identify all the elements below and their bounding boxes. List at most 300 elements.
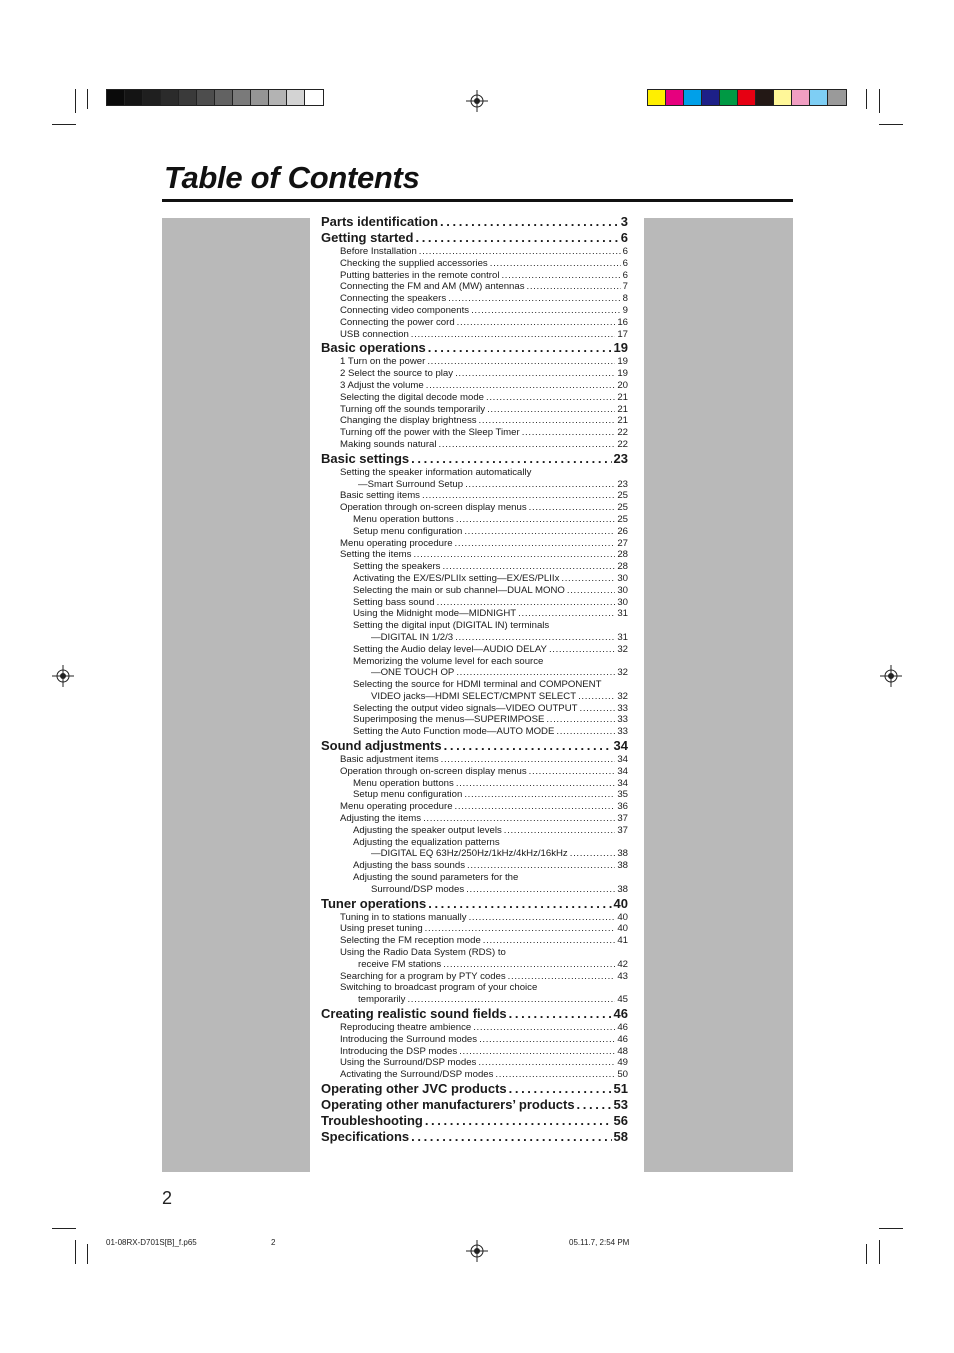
toc-entry-title: Menu operating procedure (340, 537, 453, 549)
dot-leader (411, 1129, 611, 1145)
toc-entry-title: VIDEO jacks—HDMI SELECT/CMPNT SELECT (371, 690, 577, 702)
toc-entry-title: Selecting the source for HDMI terminal and COMPONENT (353, 679, 602, 691)
dot-leader (411, 329, 616, 341)
toc-entry (321, 585, 628, 597)
toc-entry-title: Setting the speaker information automatically (340, 466, 532, 478)
dot-leader (529, 766, 616, 778)
toc-entry-title: Adjusting the equalization patterns (353, 836, 500, 848)
dot-leader (407, 994, 615, 1006)
toc-section-title: Operating other JVC products (321, 1081, 507, 1096)
toc-entry-title: Connecting the power cord (340, 316, 455, 328)
toc-entry (321, 427, 628, 439)
toc-entry-title: —DIGITAL IN 1/2/3 (371, 631, 454, 643)
toc-entry-title: 3 Adjust the volume (340, 379, 424, 391)
toc-entry (321, 608, 628, 620)
dot-leader (440, 214, 619, 230)
crop-mark (52, 1228, 76, 1229)
toc-page-number: 58 (613, 1129, 628, 1144)
toc-entry (321, 884, 628, 896)
toc-page-number: 7 (622, 281, 628, 293)
toc-entry (321, 479, 628, 491)
toc-entry (321, 1069, 628, 1081)
grayscale-color-strip (106, 89, 324, 106)
toc-entry (321, 1022, 628, 1034)
toc-entry-title: Switching to broadcast program of your choice (340, 982, 538, 994)
toc-entry-title: Activating the Surround/DSP modes (340, 1069, 494, 1081)
toc-entry-title: Adjusting the items (340, 813, 422, 825)
toc-page-number: 20 (617, 379, 628, 391)
dot-leader (549, 644, 615, 656)
toc-entry-title: temporarily (358, 994, 406, 1006)
color-swatch (305, 90, 323, 105)
crop-mark (879, 1240, 880, 1264)
color-swatch (810, 90, 828, 105)
toc-entry-title: Basic adjustment items (340, 754, 439, 766)
dot-leader (486, 392, 615, 404)
crop-mark (879, 1228, 903, 1229)
color-swatch (269, 90, 287, 105)
toc-entry-title: Introducing the Surround modes (340, 1033, 478, 1045)
toc-page-number: 41 (617, 935, 628, 947)
toc-entry (321, 912, 628, 924)
toc-page-number: 31 (617, 631, 628, 643)
toc-entry-title: —Smart Surround Setup (358, 478, 464, 490)
toc-page-number: 38 (617, 883, 628, 895)
crop-mark (866, 1244, 867, 1264)
dot-leader (455, 538, 616, 550)
toc-section-title: Tuner operations (321, 895, 427, 911)
footer-page: 2 (271, 1238, 276, 1247)
toc-entry (321, 317, 628, 329)
toc-section-title: Parts identification (321, 214, 439, 229)
toc-page-number: 27 (617, 537, 628, 549)
toc-entry (321, 714, 628, 726)
toc-section-title: Basic operations (321, 340, 426, 356)
footer-filename: 01-08RX-D701S[B]_f.p65 (106, 1238, 197, 1247)
dot-leader (455, 368, 615, 380)
dot-leader (466, 884, 615, 896)
color-swatch (215, 90, 233, 105)
toc-page-number: 33 (617, 726, 628, 738)
toc-entry (321, 813, 628, 825)
toc-entry (321, 415, 628, 427)
crop-mark (87, 89, 88, 109)
dot-leader (428, 340, 612, 356)
process-color-strip (647, 89, 847, 106)
toc-entry (321, 329, 628, 341)
toc-entry-title: USB connection (340, 328, 409, 340)
toc-entry-title: Tuning in to stations manually (340, 911, 467, 923)
dot-leader (465, 479, 615, 491)
toc-entry-title: 1 Turn on the power (340, 356, 426, 368)
dot-leader (439, 439, 616, 451)
toc-page-number: 49 (617, 1057, 628, 1069)
dot-leader (556, 726, 615, 738)
toc-page-number: 34 (617, 765, 628, 777)
dot-leader (425, 923, 616, 935)
dot-leader (464, 789, 615, 801)
dot-leader (504, 825, 616, 837)
left-grey-panel (162, 218, 310, 1172)
dot-leader (567, 585, 615, 597)
toc-entry (321, 994, 628, 1006)
toc-page-number: 26 (617, 525, 628, 537)
toc-entry (321, 1034, 628, 1046)
toc-page-number: 37 (617, 813, 628, 825)
dot-leader (459, 1046, 615, 1058)
toc-page-number: 3 (620, 214, 628, 229)
toc-entry-title: Connecting the speakers (340, 293, 447, 305)
toc-page-number: 34 (617, 777, 628, 789)
crop-mark (879, 89, 880, 113)
registration-mark-icon (52, 665, 74, 687)
toc-section (321, 340, 628, 356)
dot-leader (487, 404, 615, 416)
toc-page-number: 8 (622, 293, 628, 305)
dot-leader (518, 608, 615, 620)
page-number: 2 (162, 1188, 173, 1208)
color-swatch (738, 90, 756, 105)
toc-entry-title: Basic setting items (340, 490, 420, 502)
dot-leader (413, 549, 615, 561)
toc-entry-title: Turning off the sounds temporarily (340, 403, 486, 415)
toc-section (321, 1113, 628, 1129)
toc-section-title: Troubleshooting (321, 1113, 423, 1128)
toc-page-number: 32 (617, 690, 628, 702)
toc-entry-title: Before Installation (340, 246, 417, 257)
toc-page-number: 6 (622, 269, 628, 281)
dot-leader (577, 1097, 612, 1113)
toc-entry-title: Memorizing the volume level for each source (353, 655, 544, 667)
toc-entry-title: Selecting the output video signals—VIDEO OUTPUT (353, 702, 578, 714)
dot-leader (561, 573, 615, 585)
toc-entry-title: —ONE TOUCH OP (371, 667, 455, 679)
toc-entry-title: Menu operating procedure (340, 801, 453, 813)
dot-leader (501, 270, 620, 282)
toc-entry-heading (321, 679, 628, 691)
dot-leader (529, 502, 616, 514)
dot-leader (456, 514, 616, 526)
color-swatch (648, 90, 666, 105)
toc-entry (321, 549, 628, 561)
toc-page-number: 19 (617, 356, 628, 368)
toc-entry (321, 1057, 628, 1069)
toc-entry (321, 392, 628, 404)
dot-leader (415, 230, 618, 246)
dot-leader (478, 1057, 615, 1069)
dot-leader (425, 1113, 612, 1129)
toc-entry-title: Setting the speakers (353, 561, 441, 573)
registration-mark-icon (466, 1240, 488, 1262)
toc-entry-heading (321, 982, 628, 994)
toc-page-number: 46 (617, 1022, 628, 1034)
color-swatch (666, 90, 684, 105)
dot-leader (467, 860, 615, 872)
toc-entry (321, 356, 628, 368)
toc-page-number: 38 (617, 848, 628, 860)
toc-entry-title: Selecting the main or sub channel—DUAL MONO (353, 584, 565, 596)
dot-leader (578, 691, 615, 703)
toc-page-number: 38 (617, 860, 628, 872)
toc-entry-title: Using the Radio Data System (RDS) to (340, 947, 506, 959)
toc-entry-title: Making sounds natural (340, 438, 437, 450)
dot-leader (527, 281, 621, 293)
color-swatch (720, 90, 738, 105)
toc-entry (321, 502, 628, 514)
toc-page-number: 40 (617, 923, 628, 935)
toc-page-number: 25 (617, 513, 628, 525)
toc-entry (321, 778, 628, 790)
toc-page-number: 19 (617, 368, 628, 380)
toc-entry-title: Setting the Audio delay level—AUDIO DELAY (353, 643, 547, 655)
toc-section (321, 738, 628, 754)
toc-entry-title: Setting the Auto Function mode—AUTO MODE (353, 726, 555, 738)
dot-leader (464, 526, 615, 538)
dot-leader (456, 667, 615, 679)
dot-leader (437, 597, 616, 609)
color-swatch (179, 90, 197, 105)
toc-section-title: Creating realistic sound fields (321, 1006, 507, 1022)
toc-page-number: 6 (622, 246, 628, 257)
dot-leader (490, 258, 621, 270)
dot-leader (419, 246, 621, 258)
toc-entry-title: Reproducing theatre ambience (340, 1022, 472, 1034)
dot-leader (546, 714, 615, 726)
title-rule (162, 199, 793, 202)
toc-entry (321, 597, 628, 609)
toc-entry-heading (321, 872, 628, 884)
toc-page-number: 46 (617, 1033, 628, 1045)
toc-entry-title: Changing the display brightness (340, 415, 477, 427)
toc-entry (321, 439, 628, 451)
toc-section (321, 230, 628, 246)
color-swatch (756, 90, 774, 105)
dot-leader (411, 451, 611, 467)
toc-entry-title: Setting the items (340, 549, 412, 561)
toc-page-number: 25 (617, 502, 628, 514)
table-of-contents (321, 214, 628, 1145)
toc-page-number: 51 (613, 1081, 628, 1096)
toc-entry-title: Connecting video components (340, 304, 470, 316)
toc-entry-title: Selecting the FM reception mode (340, 935, 481, 947)
color-swatch (684, 90, 702, 105)
toc-entry-title: Setup menu configuration (353, 525, 463, 537)
toc-page-number: 35 (617, 789, 628, 801)
toc-entry (321, 754, 628, 766)
toc-entry-heading (321, 656, 628, 668)
toc-page-number: 19 (613, 340, 628, 356)
dot-leader (495, 1069, 615, 1081)
toc-entry (321, 368, 628, 380)
toc-entry (321, 561, 628, 573)
toc-entry (321, 971, 628, 983)
toc-page-number: 21 (617, 415, 628, 427)
toc-entry-heading (321, 837, 628, 849)
toc-entry-title: Searching for a program by PTY codes (340, 970, 506, 982)
toc-entry (321, 825, 628, 837)
color-swatch (107, 90, 125, 105)
dot-leader (442, 561, 615, 573)
toc-page-number: 33 (617, 702, 628, 714)
toc-section (321, 451, 628, 467)
toc-page-number: 37 (617, 824, 628, 836)
toc-page-number: 36 (617, 801, 628, 813)
page-title: Table of Contents (164, 160, 420, 195)
toc-entry-title: Adjusting the sound parameters for the (353, 872, 519, 884)
toc-section (321, 214, 628, 230)
toc-entry-title: Surround/DSP modes (371, 883, 465, 895)
toc-page-number: 40 (613, 895, 628, 911)
toc-entry-title: Introducing the DSP modes (340, 1045, 458, 1057)
toc-entry-title: Menu operation buttons (353, 513, 454, 525)
toc-section-title: Getting started (321, 230, 414, 245)
color-swatch (287, 90, 305, 105)
dot-leader (441, 754, 616, 766)
dot-leader (423, 813, 615, 825)
toc-section-title: Sound adjustments (321, 738, 442, 754)
toc-entry-title: 2 Select the source to play (340, 368, 454, 380)
toc-entry (321, 691, 628, 703)
crop-mark (866, 89, 867, 109)
toc-entry (321, 860, 628, 872)
toc-entry (321, 801, 628, 813)
dot-leader (469, 912, 616, 924)
dot-leader (471, 305, 621, 317)
toc-page-number: 9 (622, 304, 628, 316)
toc-page-number: 32 (617, 643, 628, 655)
toc-entry (321, 667, 628, 679)
toc-entry (321, 281, 628, 293)
toc-entry-title: receive FM stations (358, 958, 442, 970)
dot-leader (570, 848, 616, 860)
toc-entry-title: Using the Surround/DSP modes (340, 1057, 477, 1069)
dot-leader (457, 317, 616, 329)
toc-entry-heading (321, 947, 628, 959)
toc-section (321, 1129, 628, 1145)
toc-entry-title: Setup menu configuration (353, 789, 463, 801)
toc-entry-title: Connecting the FM and AM (MW) antennas (340, 281, 525, 293)
toc-entry (321, 404, 628, 416)
toc-entry (321, 923, 628, 935)
toc-entry-title: Using preset tuning (340, 923, 423, 935)
toc-page-number: 45 (617, 994, 628, 1006)
right-grey-panel (644, 218, 793, 1172)
dot-leader (428, 896, 611, 912)
toc-entry (321, 293, 628, 305)
crop-mark (75, 1240, 76, 1264)
crop-mark (52, 124, 76, 125)
toc-page-number: 40 (617, 911, 628, 923)
toc-entry-title: Setting the digital input (DIGITAL IN) terminals (353, 620, 550, 632)
dot-leader (443, 959, 615, 971)
toc-entry-title: Selecting the digital decode mode (340, 391, 485, 403)
toc-entry-title: Adjusting the bass sounds (353, 860, 466, 872)
toc-section (321, 1097, 628, 1113)
dot-leader (508, 971, 616, 983)
crop-mark (75, 89, 76, 113)
toc-page-number: 28 (617, 549, 628, 561)
toc-entry (321, 258, 628, 270)
toc-entry (321, 1046, 628, 1058)
color-swatch (143, 90, 161, 105)
toc-entry (321, 848, 628, 860)
color-swatch (792, 90, 810, 105)
toc-page-number: 21 (617, 391, 628, 403)
toc-page-number: 53 (613, 1097, 628, 1112)
color-swatch (828, 90, 846, 105)
dot-leader (427, 356, 615, 368)
dot-leader (422, 490, 615, 502)
toc-entry (321, 573, 628, 585)
toc-entry-title: Checking the supplied accessories (340, 257, 488, 269)
toc-section-title: Operating other manufacturers’ products (321, 1097, 575, 1112)
toc-entry-title: Putting batteries in the remote control (340, 269, 500, 281)
registration-mark-icon (466, 90, 488, 112)
toc-page-number: 42 (617, 958, 628, 970)
color-swatch (233, 90, 251, 105)
toc-entry-heading (321, 620, 628, 632)
dot-leader (455, 801, 616, 813)
toc-entry-title: Using the Midnight mode—MIDNIGHT (353, 608, 517, 620)
toc-entry (321, 270, 628, 282)
toc-entry (321, 766, 628, 778)
dot-leader (456, 778, 616, 790)
toc-entry (321, 305, 628, 317)
dot-leader (448, 293, 621, 305)
dot-leader (479, 415, 616, 427)
color-swatch (161, 90, 179, 105)
toc-entry-title: —DIGITAL EQ 63Hz/250Hz/1kHz/4kHz/16kHz (371, 848, 568, 860)
toc-entry-heading (321, 467, 628, 479)
toc-page-number: 16 (617, 316, 628, 328)
toc-entry (321, 644, 628, 656)
dot-leader (479, 1034, 615, 1046)
crop-mark (87, 1244, 88, 1264)
toc-section (321, 1081, 628, 1097)
toc-page-number: 28 (617, 561, 628, 573)
toc-section (321, 896, 628, 912)
toc-section-title: Basic settings (321, 450, 410, 466)
toc-page-number: 21 (617, 403, 628, 415)
toc-page-number: 6 (622, 257, 628, 269)
registration-mark-icon (880, 665, 902, 687)
toc-section (321, 1006, 628, 1022)
toc-page-number: 17 (617, 328, 628, 340)
toc-page-number: 32 (617, 667, 628, 679)
toc-page-number: 23 (617, 478, 628, 490)
toc-entry (321, 490, 628, 502)
toc-page-number: 30 (617, 584, 628, 596)
toc-entry (321, 959, 628, 971)
dot-leader (455, 632, 615, 644)
toc-entry-title: Superimposing the menus—SUPERIMPOSE (353, 714, 545, 726)
toc-page-number: 43 (617, 970, 628, 982)
toc-entry (321, 246, 628, 258)
toc-page-number: 6 (620, 230, 628, 245)
color-swatch (197, 90, 215, 105)
toc-page-number: 48 (617, 1045, 628, 1057)
toc-page-number: 23 (613, 450, 628, 466)
dot-leader (483, 935, 616, 947)
dot-leader (522, 427, 616, 439)
toc-entry (321, 380, 628, 392)
toc-page-number: 30 (617, 596, 628, 608)
toc-page-number: 31 (617, 608, 628, 620)
dot-leader (426, 380, 616, 392)
toc-entry-title: Setting bass sound (353, 596, 435, 608)
color-swatch (702, 90, 720, 105)
toc-entry (321, 935, 628, 947)
